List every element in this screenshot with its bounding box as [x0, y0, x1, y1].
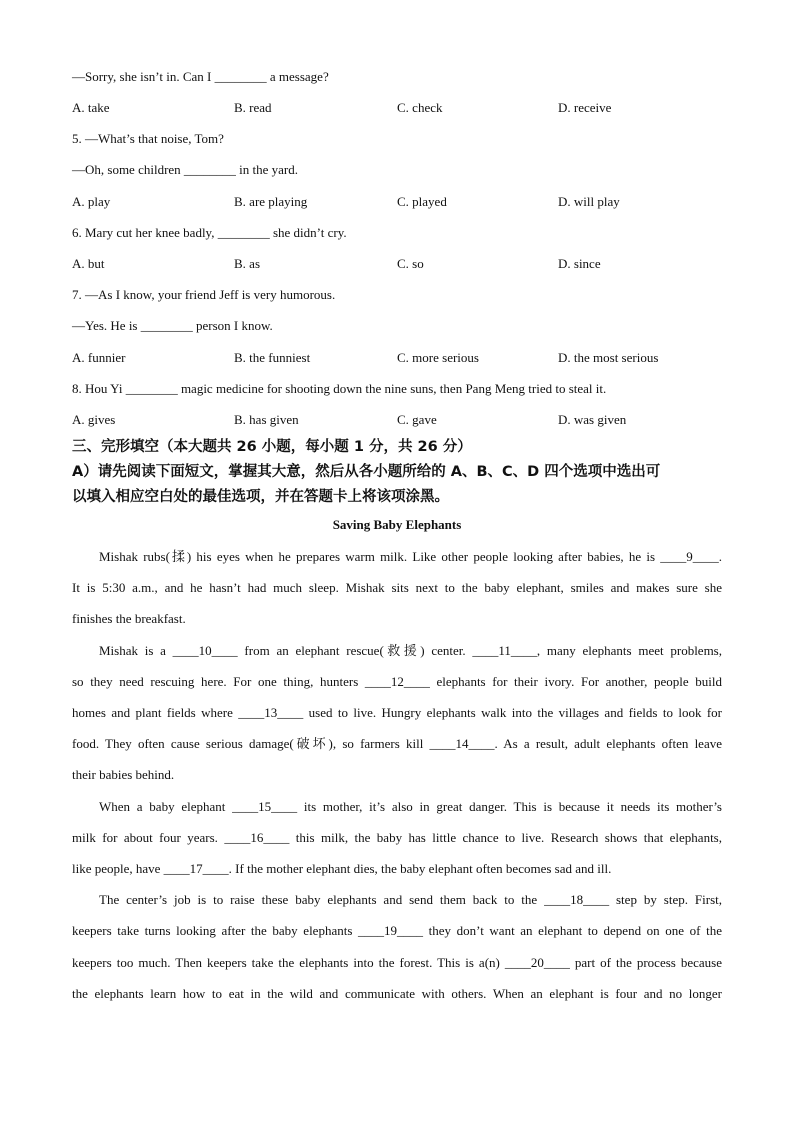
passage-line: finishes the breakfast.	[72, 611, 186, 626]
q8-option-a: A. gives	[72, 412, 116, 427]
q6-option-d: D. since	[558, 256, 601, 271]
passage-line: milk for about four years. ____16____ this milk, the baby has little chance to live. Research shows that elephants,	[72, 830, 722, 845]
passage-line: Mishak is a ____10____ from an elephant rescue(救援) center. ____11____, many elephants meet problems,	[99, 643, 722, 658]
q4-option-a: A. take	[72, 100, 110, 115]
passage-line: Mishak rubs(揉) his eyes when he prepares warm milk. Like other people looking after babies, he is ____9____.	[99, 549, 722, 564]
q4-line: —Sorry, she isn’t in. Can I ________ a message?	[72, 69, 329, 84]
q5-line: —Oh, some children ________ in the yard.	[72, 162, 299, 177]
q5-stem: 5. —What’s that noise, Tom?	[72, 131, 224, 146]
section-heading: 三、完形填空（本大题共 26 小题，每小题 1 分，共 26 分）	[72, 439, 472, 455]
passage-line: keepers take turns looking after the baby elephants ____19____ they don’t want an elephant to depend on one of the	[72, 923, 722, 938]
passage-line: homes and plant fields where ____13____ used to live. Hungry elephants walk into the villages and fields to look for	[72, 705, 722, 720]
q6-option-c: C. so	[397, 256, 424, 271]
passage-line: the elephants learn how to eat in the wild and communicate with others. When an elephant is four and no longer	[72, 986, 722, 1001]
section-instruction-line1: A）请先阅读下面短文，掌握其大意，然后从各小题所给的 A、B、C、D 四个选项中选出可	[72, 464, 661, 480]
passage-line: food. They often cause serious damage(破坏), so farmers kill ____14____. As a result, adult elephants often leave	[72, 736, 722, 751]
q7-option-b: B. the funniest	[234, 350, 311, 365]
passage-line: When a baby elephant ____15____ its mother, it’s also in great danger. This is because it needs its mother’s	[99, 799, 722, 814]
q6-option-b: B. as	[234, 256, 260, 271]
q7-line: —Yes. He is ________ person I know.	[72, 318, 273, 333]
passage-line: their babies behind.	[72, 767, 175, 782]
passage-line: It is 5:30 a.m., and he hasn’t had much sleep. Mishak sits next to the baby elephant, smiles and makes sure she	[72, 580, 722, 595]
section-instruction-line2: 以填入相应空白处的最佳选项，并在答题卡上将该项涂黑。	[72, 489, 449, 505]
q4-option-c: C. check	[397, 100, 443, 115]
q7-option-a: A. funnier	[72, 350, 126, 365]
passage-line: like people, have ____17____. If the mother elephant dies, the baby elephant often becomes sad and ill.	[72, 861, 612, 876]
q6-option-a: A. but	[72, 256, 105, 271]
passage-line: so they need rescuing here. For one thing, hunters ____12____ elephants for their ivory. For another, people build	[72, 674, 722, 689]
passage-title: Saving Baby Elephants	[332, 517, 462, 532]
q5-option-a: A. play	[72, 194, 111, 209]
q8-option-d: D. was given	[558, 412, 627, 427]
q8-stem: 8. Hou Yi ________ magic medicine for shooting down the nine suns, then Pang Meng tried to steal it.	[72, 381, 607, 396]
q5-option-c: C. played	[397, 194, 447, 209]
q7-stem: 7. —As I know, your friend Jeff is very humorous.	[72, 287, 336, 302]
passage-line: keepers too much. Then keepers take the elephants into the forest. This is a(n) ____20____ part of the process because	[72, 955, 722, 970]
q8-option-c: C. gave	[397, 412, 437, 427]
q4-option-b: B. read	[234, 100, 272, 115]
q5-option-b: B. are playing	[234, 194, 308, 209]
q7-option-d: D. the most serious	[558, 350, 659, 365]
q4-option-d: D. receive	[558, 100, 612, 115]
q6-stem: 6. Mary cut her knee badly, ________ she didn’t cry.	[72, 225, 347, 240]
q5-option-d: D. will play	[558, 194, 620, 209]
passage-line: The center’s job is to raise these baby elephants and send them back to the ____18____ step by step. First,	[99, 892, 722, 907]
q7-option-c: C. more serious	[397, 350, 479, 365]
q8-option-b: B. has given	[234, 412, 299, 427]
